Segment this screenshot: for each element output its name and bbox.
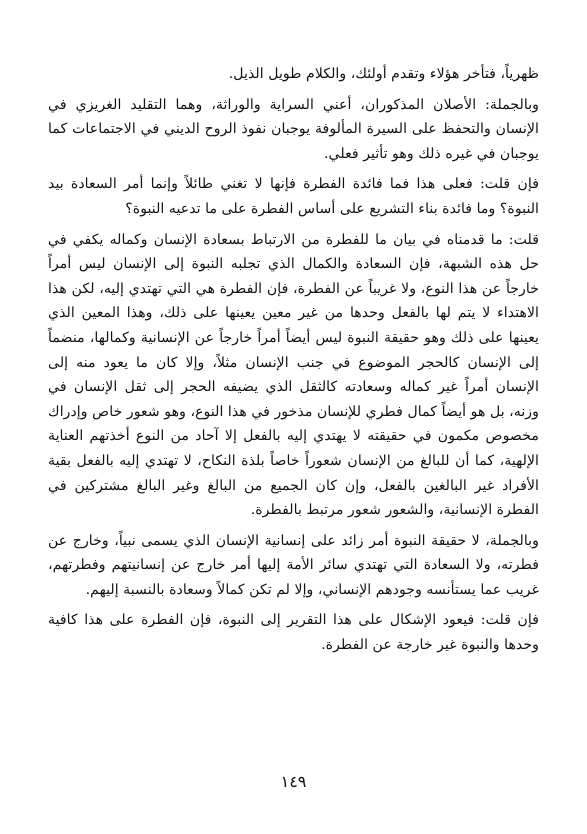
paragraph-6: فإن قلت: فيعود الإشكال على هذا التقرير إلى النبوة، فإن الفطرة على هذا كافية وحدها والنبوة غير خارجة عن الفطرة. xyxy=(48,612,539,654)
paragraph-2: وبالجملة: الأصلان المذكوران، أعني السراية والوراثة، وهما التقليد الغريزي في الإنسان والتحفظ على السيرة المألوفة يوجبان نفوذ الروح الديني في الاجتماعات كما يوجبان في غيره ذلك وهو تأثير فعلي. xyxy=(48,96,539,162)
paragraph-4: قلت: ما قدمناه في بيان ما للفطرة من الارتباط بسعادة الإنسان وكماله يكفي في حل هذه الشبهة، فإن السعادة والكمال الذي تجلبه النبوة إلى الإنسان ليس أمراً خارجاً عن هذا النوع، ولا غريباً عن الفطرة، فإن الفطرة هي التي تهتدي إليه، لكن هذا الاهتداء لا يتم لها بالفعل وحدها من غير معين يعينها على ذلك، وهذا المعين الذي يعينها على ذلك وهو حقيقة النبوة ليس أيضاً أمراً خارجاً عن الإنسانية وكمالها، منضماً إلى الإنسان كالحجر الموضوع في جنب الإنسان مثلاً، وإلا كان ما يعود منه إلى الإنسان أمراً غير كماله وسعادته كالثقل الذي يضيفه الحجر إلى ثقل الإنسان في وزنه، بل هو أيضاً كمال فطري للإنسان مذخور في هذا النوع، وهو شعور خاص وإدراك مخصوص مكمون في حقيقته لا يهتدي إليه بالفعل إلا آحاد من النوع أخذتهم العناية الإلهية، كما أن للبالغ من الإنسان شعوراً خاصاً بلذة النكاح، لا تهتدي إليه بالفعل بقية الأفراد غير البالغين بالفعل، وإن كان الجميع من البالغ وغير البالغ مشتركين في الفطرة الإنسانية، والشعور شعور مرتبط بالفطرة. xyxy=(48,231,539,519)
paragraph-5: وبالجملة، لا حقيقة النبوة أمر زائد على إنسانية الإنسان الذي يسمى نبياً، وخارج عن فطرته، ولا السعادة التي تهتدي سائر الأمة إليها أمر خارج عن إنسانيتهم وفطرتهم، غريب عما يستأنسه وجودهم الإنساني، وإلا لم تكن كمالاً وسعادة بالنسبة إليهم. xyxy=(48,532,539,598)
paragraph-3: فإن قلت: فعلى هذا فما فائدة الفطرة فإنها لا تغني طائلاً وإنما أمر السعادة بيد النبوة؟ وما فائدة بناء التشريع على أساس الفطرة على ما تدعيه النبوة؟ xyxy=(48,176,539,217)
page-number: ١٤٩ xyxy=(280,772,307,791)
paragraph-1: ظهرياً، فتأخر هؤلاء وتقدم أولئك، والكلام طويل الذيل. xyxy=(228,66,539,82)
